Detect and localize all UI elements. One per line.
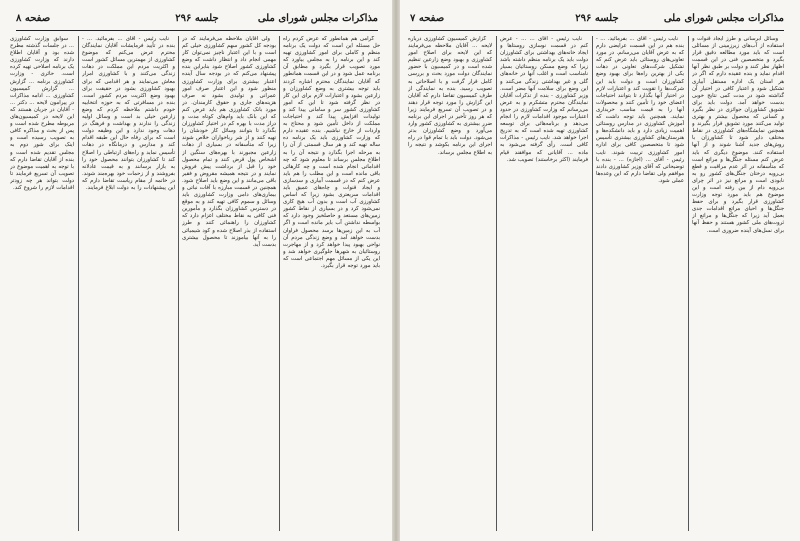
left-page-column-1 <box>283 36 380 531</box>
book-gutter <box>392 0 400 541</box>
right-page-header <box>410 10 784 31</box>
left-page-session: جلسه ۲۹۶ <box>175 13 219 24</box>
left-page-column-4 <box>10 36 74 531</box>
column-divider <box>496 36 497 531</box>
right-page-column-4 <box>408 36 492 531</box>
column-divider <box>279 36 280 531</box>
right-page-column-1 <box>692 36 784 531</box>
right-page <box>400 0 800 541</box>
left-col1-text: گرامی هم همانطور که عرض کردم راه حل مسئله این است که دولت یک برنامه منظم و کاملی برای امور کشاورزی تهیه کند و این برنامه را به مجلس بیاورد که مورد تصویب قرار بگیرد و مطابق آن برنامه عمل شود و در این قسمت همانطور که آقایان نمایندگان محترم اشاره کردند باید توجه بیشتری به وضع کشاورزان و زارعین بشود و اعتبارات لازم برای این کار در نظر گرفته شود تا این که امور کشاورزی کشور سر و سامانی پیدا کند و تولیدات افزایش پیدا کند و احتیاجات مملکت از داخل تأمین شود و محتاج به واردات از خارج نباشیم. بنده عقیده دارم که وزارت کشاورزی باید یک برنامه ده ساله تهیه کند و هر سال قسمتی از آن را به مرحله اجرا بگذارد و نتیجه آن را به اطلاع مجلس برساند تا معلوم شود که چه اقداماتی انجام شده است و چه کارهائی باقی مانده است و این مطلب را هم باید عرض کنم که در قسمت آبیاری و سدسازی و ایجاد قنوات و چاه‌های عمیق باید اقدامات سریعتری بشود زیرا که اساس کشاورزی آب است و بدون آب هیچ کاری نمی‌شود کرد و در بسیاری از نقاط کشور زمین‌های مستعد و حاصلخیز وجود دارد که بواسطه نداشتن آب بایر مانده است و اگر آب به این زمین‌ها برسد محصول فراوان بدست خواهد آمد و وضع زندگی مردم آن نواحی بهبود پیدا خواهد کرد و از مهاجرت روستائیان به شهرها جلوگیری خواهد شد و این یکی از مسائل مهم اجتماعی است که باید مورد توجه قرار بگیرد. <box>283 36 380 269</box>
left-page-title: مذاکرات مجلس شورای ملی <box>257 13 378 24</box>
column-divider <box>688 36 689 531</box>
left-page-number: صفحه ۸ <box>16 13 51 24</box>
right-col1-text: وسائل آبرسانی و طرز ایجاد قنوات و استفاده از آب‌های زیرزمینی از مسائلی است که باید مورد مطالعه دقیق قرار بگیرد و متخصصین فنی در این قسمت اظهار نظر کنند و دولت بر طبق نظر آنها اقدام نماید و بنده عقیده دارم که اگر در هر استان یک اداره مستقل آبیاری تشکیل شود و اعتبار کافی در اختیار آن گذاشته شود در مدت کمی نتایج خوبی بدست خواهد آمد. دولت باید برای تشویق کشاورزان جوائزی در نظر بگیرد و کسانی که محصول بیشتر و بهتری تولید می‌کنند مورد تشویق قرار بگیرند و همچنین نمایشگاه‌های کشاورزی در نقاط مختلف دایر شود تا کشاورزان با روش‌های جدید آشنا شوند و از آنها استفاده کنند. موضوع دیگری که باید عرض کنم مسئله جنگل‌ها و مراتع است که متأسفانه در اثر عدم مراقبت و قطع بی‌رویه درختان جنگل‌های کشور رو به نابودی است و مراتع نیز در اثر چرای بی‌رویه دام از بین رفته است و این موضوع هم باید مورد توجه وزارت کشاورزی قرار بگیرد و برای حفظ جنگل‌ها و احیای مراتع اقدامات جدی بعمل آید زیرا که جنگل‌ها و مراتع از ثروت‌های ملی کشور هستند و حفظ آنها برای نسل‌های آینده ضروری است. <box>692 36 784 234</box>
left-col2-text: ولی آقایان ملاحظه می‌فرمایند که در بودجه کل کشور سهم کشاورزی خیلی کم است و با این اعتبار ناچیز نمی‌توان کار مهمی انجام داد و انتظار داشت که وضع کشاورزی کشور اصلاح شود بنابراین بنده پیشنهاد می‌کنم که در بودجه سال آینده اعتبار بیشتری برای وزارت کشاورزی منظور شود و این اعتبار صرف امور عمرانی و تولیدی بشود نه صرف هزینه‌های جاری و حقوق کارمندان. در مورد بانک کشاورزی هم باید عرض کنم که این بانک باید وام‌های کوتاه مدت و دراز مدت با بهره کم در اختیار کشاورزان بگذارد تا بتوانند وسائل کار خودشان را تهیه کنند و از شر رباخواران خلاص شوند زیرا که متأسفانه در بسیاری از دهات زارعین مجبورند با بهره‌های سنگین از اشخاص پول قرض کنند و تمام محصول خود را قبل از برداشت پیش فروش نمایند و در نتیجه همیشه مقروض و فقیر باقی می‌مانند و این وضع باید اصلاح شود. همچنین در قسمت مبارزه با آفات نباتی و بیماری‌های دامی وزارت کشاورزی باید وسائل و سموم کافی تهیه کند و به موقع در دسترس کشاورزان بگذارد و مأمورین فنی کافی به نقاط مختلف اعزام دارد که کشاورزان را راهنمائی کنند و طرز استفاده از بذر اصلاح شده و کود شیمیائی را به آنها بیاموزند تا محصول بیشتری بدست آید. <box>182 36 276 248</box>
right-page-number: صفحه ۷ <box>410 13 445 24</box>
left-page <box>0 0 392 541</box>
column-divider <box>178 36 179 531</box>
left-col4-text: سوابق وزارت کشاورزی ... در جلسات گذشته مطرح شده بود و آقایان اطلاع دارند که وزارت کشاورزی یک برنامه اصلاحی تهیه کرده است. حائری - وزارت کشاورزی برنامه ... گزارش ... گزارش کمیسیون کشاورزی ... ادامه مذاکرات در پیرامون لایحه ... دکتر ... - آقایان در جریان هستند که این لایحه در کمیسیون‌های مربوطه مطرح شده است و پس از بحث و مذاکره کافی به تصویب رسیده است و اینک برای شور دوم به مجلس تقدیم شده است و بنده از آقایان تقاضا دارم که با توجه به اهمیت موضوع در تصویب آن تسریع فرمایند تا دولت بتواند هر چه زودتر اقدامات لازم را شروع کند. <box>10 36 74 191</box>
left-page-column-2 <box>182 36 276 531</box>
right-col2-text: نایب رئیس - آقای ... بفرمائید. ... - بنده هم در این قسمت عرایضی دارم که به عرض آقایان می‌رسانم. در مورد تعاونی‌های روستائی باید عرض کنم که تشکیل شرکت‌های تعاونی در دهات یکی از بهترین راه‌ها برای بهبود وضع کشاورزان است و دولت باید این شرکت‌ها را تقویت کند و اعتبارات لازم در اختیار آنها بگذارد تا بتوانند احتیاجات اعضای خود را تأمین کنند و محصولات آنها را به قیمت مناسب خریداری نمایند. همچنین باید توجه داشت که آموزش کشاورزی در مدارس روستائی اهمیت زیادی دارد و باید دانشکده‌ها و هنرستان‌های کشاورزی بیشتری تأسیس شود تا متخصصین کافی برای اداره امور کشاورزی تربیت شوند. نایب رئیس - آقای ... (اجازه) ... - بنده با توضیحاتی که آقای وزیر کشاورزی دادند موافقم ولی تقاضا دارم که این وعده‌ها عملی شود. <box>596 36 684 184</box>
right-page-column-2 <box>596 36 684 531</box>
column-divider <box>78 36 79 531</box>
right-page-title: مذاکرات مجلس شورای ملی <box>663 13 784 24</box>
right-col4-text: گزارش کمیسیون کشاورزی درباره لایحه ... آقایان ملاحظه می‌فرمایند که این لایحه برای اصلاح امور کشاورزی و بهبود وضع زارعین تنظیم شده است و در کمیسیون با حضور نمایندگان دولت مورد بحث و بررسی کامل قرار گرفت و با اصلاحاتی به تصویب رسید. بنده به نمایندگی از طرف کمیسیون تقاضا دارم که آقایان این گزارش را مورد توجه قرار دهند و در تصویب آن تسریع فرمایند زیرا که هر روز تأخیر در اجرای این برنامه ضرر بیشتری به کشاورزی کشور وارد می‌آورد و وضع کشاورزان بدتر می‌شود. دولت باید با تمام قوا در راه اجرای این برنامه بکوشد و نتیجه را به اطلاع مجلس برساند. <box>408 36 492 156</box>
left-page-header <box>16 10 378 31</box>
right-col3-text: نایب رئیس - آقای ... ... - عرض کنم در قسمت نوسازی روستاها و ایجاد خانه‌های بهداشتی برای کشاورزان دولت باید یک برنامه منظم داشته باشد زیرا که وضع مسکن روستائیان بسیار نامناسب است و اغلب آنها در خانه‌های گلی و غیر بهداشتی زندگی می‌کنند و این وضع برای سلامت آنها مضر است. وزیر کشاورزی - بنده از تذکرات آقایان نمایندگان محترم متشکرم و به عرض می‌رسانم که وزارت کشاورزی در حدود اعتبارات موجود اقدامات لازم را انجام می‌دهد و برنامه‌هائی برای توسعه کشاورزی تهیه شده است که به تدریج اجرا خواهد شد. نایب رئیس - مذاکرات کافی است. رأی گرفته می‌شود به ماده ... آقایانی که موافقند قیام فرمایند (اکثر برخاستند) تصویب شد. <box>500 36 588 163</box>
right-page-column-3 <box>500 36 588 531</box>
left-page-column-3 <box>82 36 175 531</box>
right-page-session: جلسه ۲۹۶ <box>575 13 619 24</box>
column-divider <box>592 36 593 531</box>
left-col3-text: نایب رئیس - آقای ... بفرمائید. ... - بنده در تأیید فرمایشات آقایان نمایندگان محترم عرض می‌کنم که موضوع کشاورزی از مهمترین مسائل کشور است و اکثریت مردم این مملکت در دهات زندگی می‌کنند و با کشاورزی امرار معاش می‌نمایند و هر اقدامی که برای بهبود کشاورزی بشود در حقیقت برای بهبود وضع اکثریت مردم کشور است. بنده در مسافرتی که به حوزه انتخابیه خودم داشتم ملاحظه کردم که وضع زارعین خیلی بد است و وسائل اولیه زندگی را ندارند و بهداشت و فرهنگ در دهات وجود ندارد و این وظیفه دولت است که برای رفاه حال این طبقه اقدام کند و مدارس و درمانگاه در دهات تأسیس نماید و راه‌های ارتباطی را اصلاح کند تا کشاورزان بتوانند محصول خود را به بازار برسانند و به قیمت عادلانه بفروشند و از زحمات خود بهره‌مند شوند. در خاتمه از مقام ریاست تقاضا دارم که این پیشنهادات را به دولت ابلاغ فرمایند. <box>82 36 175 191</box>
